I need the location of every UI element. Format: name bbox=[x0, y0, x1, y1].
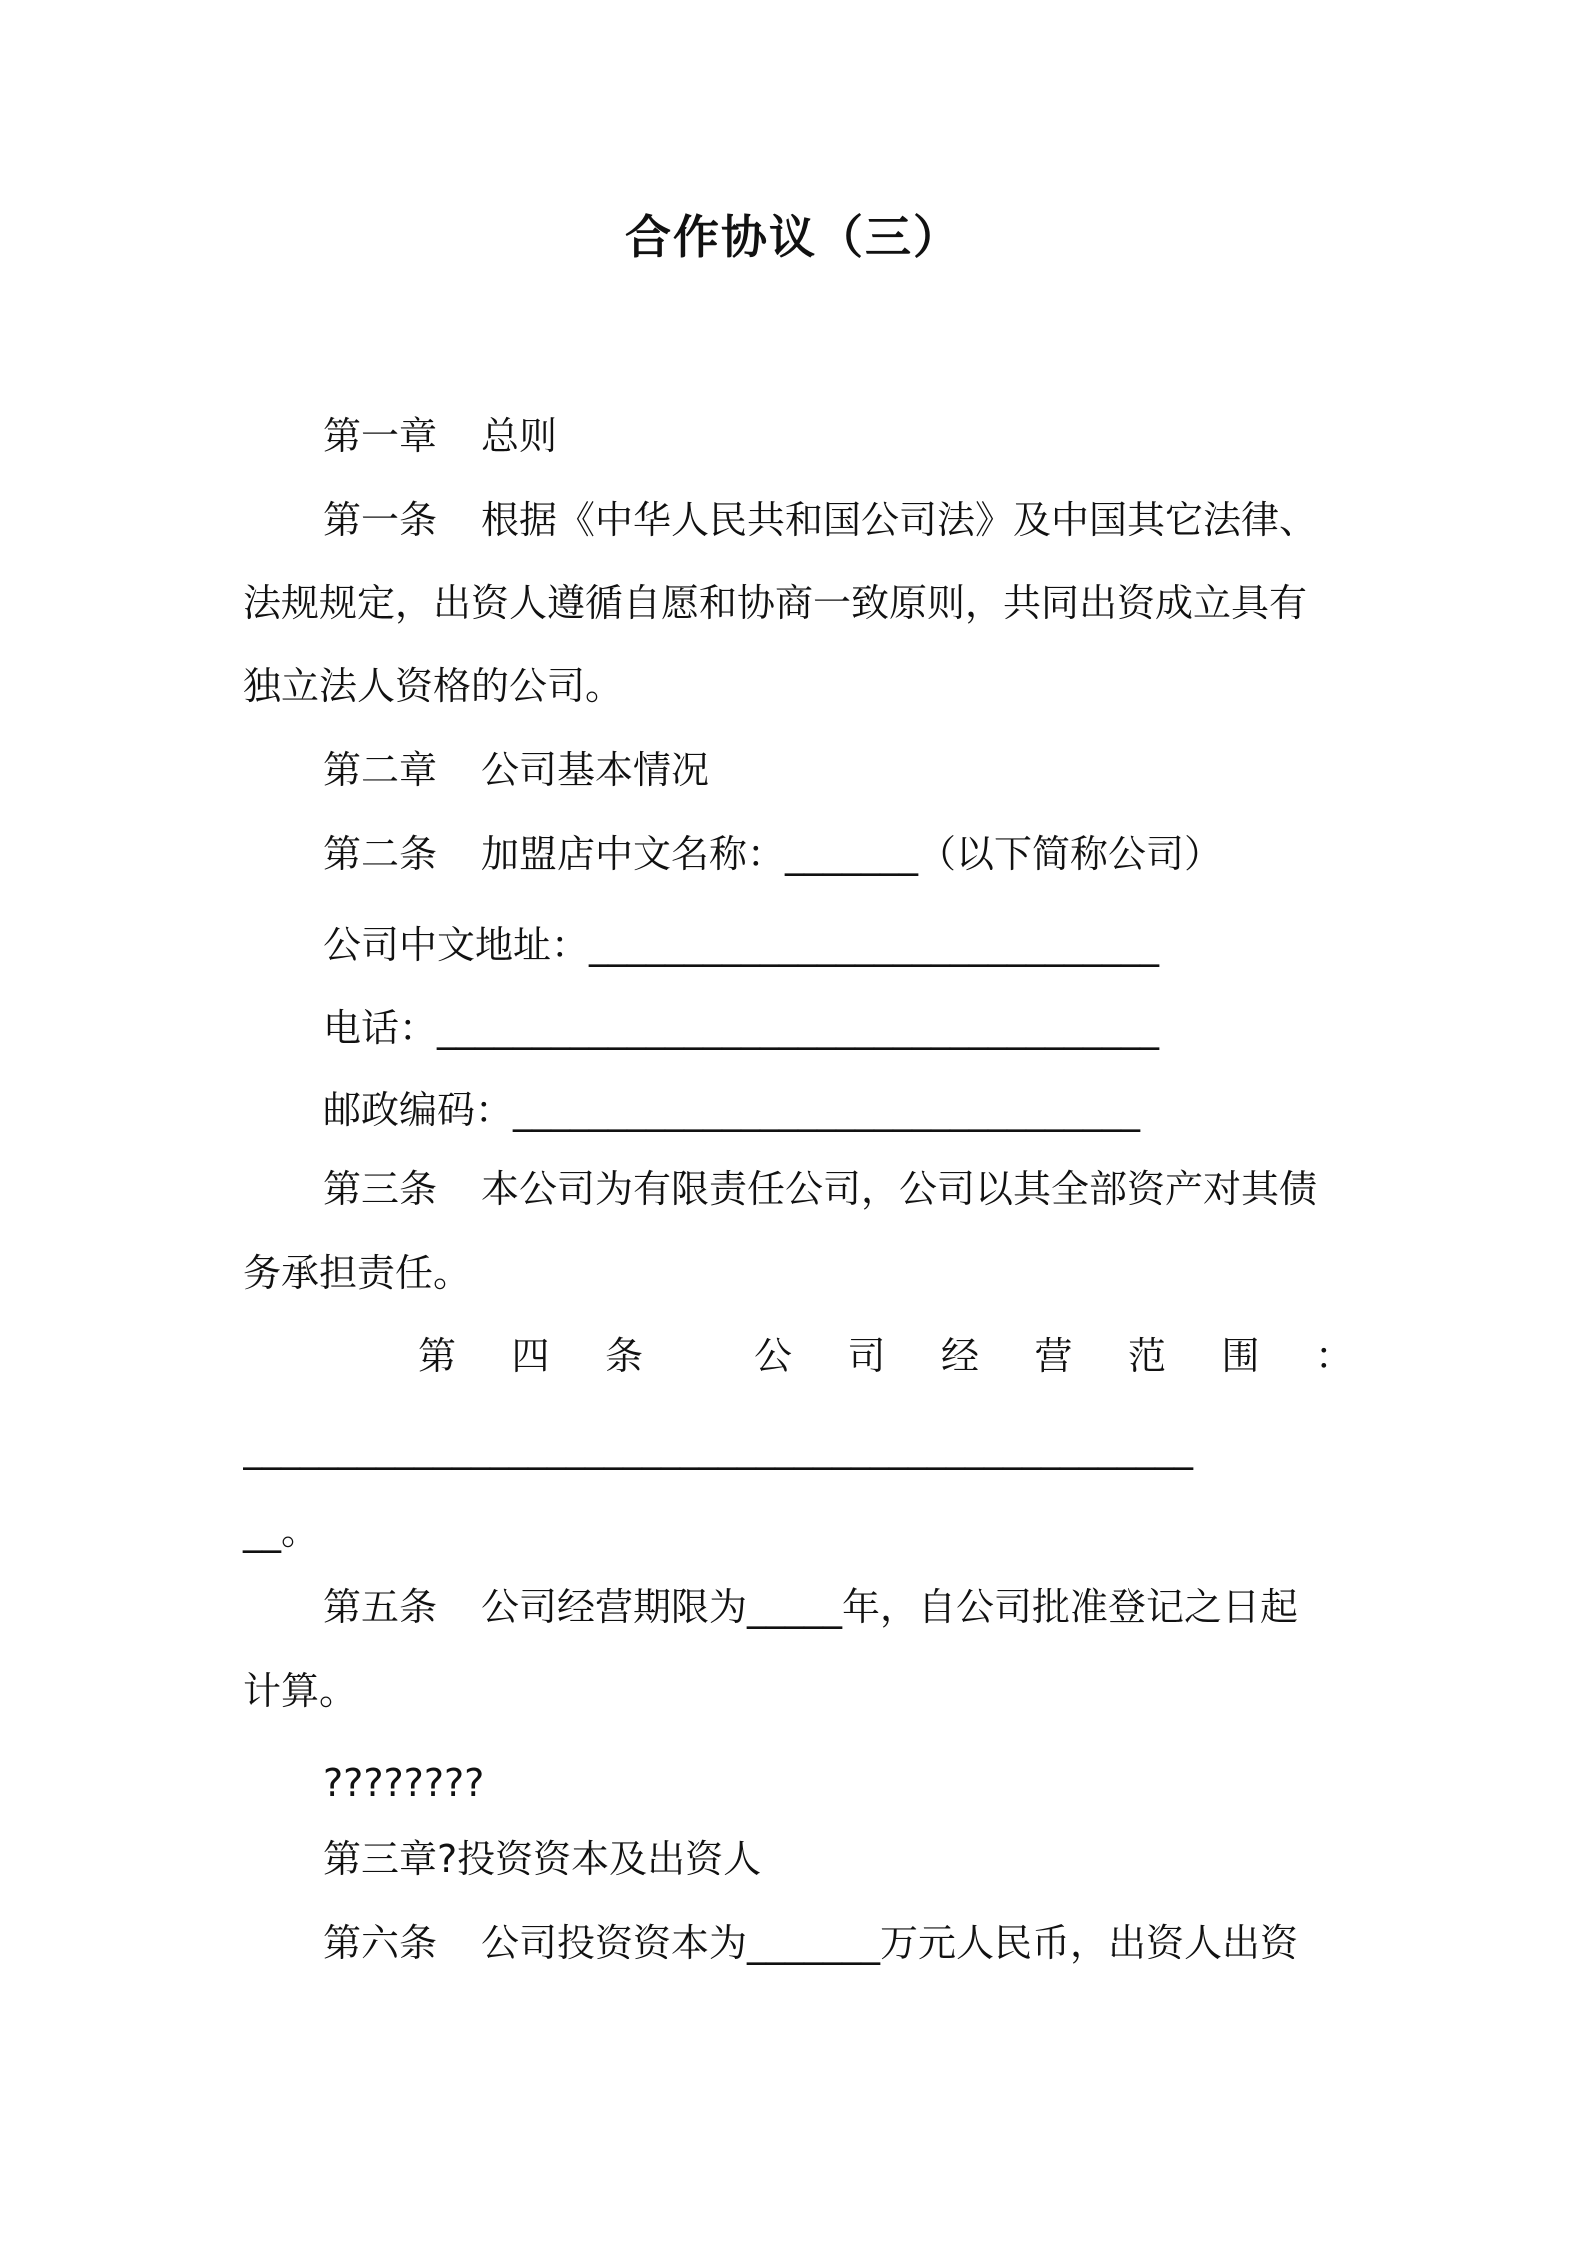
article-1-line-1 bbox=[243, 497, 1433, 543]
chapter-2-heading bbox=[243, 747, 1433, 793]
phone-line: 电话：______________________________________ bbox=[323, 1006, 1160, 1050]
article-4-char: 司 bbox=[847, 1334, 886, 1378]
chapter-2-label: 第二章 bbox=[323, 748, 438, 792]
document-title: 合作协议（三） bbox=[625, 210, 961, 264]
article-1-line-2: 法规规定，出资人遵循自愿和协商一致原则，共同出资成立具有 bbox=[243, 581, 1308, 625]
article-4-heading bbox=[243, 1333, 1353, 1379]
article-5-text-1: 公司经营期限为_____年，自公司批准登记之日起 bbox=[481, 1585, 1299, 1629]
article-1-label: 第一条 bbox=[323, 498, 438, 542]
article-1-line-3: 独立法人资格的公司。 bbox=[243, 664, 624, 708]
company-address-line: 公司中文地址：______________________________ bbox=[323, 923, 1160, 967]
article-4-char: 条 bbox=[605, 1334, 644, 1378]
article-1-text-1: 根据《中华人民共和国公司法》及中国其它法律、 bbox=[481, 498, 1318, 542]
article-3-text-1: 本公司为有限责任公司，公司以其全部资产对其债 bbox=[481, 1167, 1318, 1211]
chapter-1-name: 总则 bbox=[481, 414, 558, 458]
article-4-char: 经 bbox=[940, 1334, 979, 1378]
article-5-line-2: 计算。 bbox=[243, 1669, 358, 1713]
business-scope-blank: __________________________________________________ bbox=[243, 1426, 1193, 1470]
article-3-line-2: 务承担责任。 bbox=[243, 1251, 472, 1295]
article-3-label: 第三条 bbox=[323, 1167, 438, 1211]
article-4-char: 营 bbox=[1034, 1334, 1073, 1378]
article-2-text: 加盟店中文名称：_______（以下简称公司） bbox=[481, 832, 1223, 876]
chapter-1-heading bbox=[243, 413, 1433, 459]
article-2-label: 第二条 bbox=[323, 832, 438, 876]
article-4-char: 范 bbox=[1127, 1334, 1166, 1378]
article-4-char: 第 bbox=[418, 1334, 457, 1378]
article-4-char: ： bbox=[1314, 1334, 1353, 1378]
article-4-char: 围 bbox=[1221, 1334, 1260, 1378]
article-6-label: 第六条 bbox=[323, 1921, 438, 1965]
postcode-line: 邮政编码：_________________________________ bbox=[323, 1088, 1141, 1132]
article-2-line bbox=[243, 831, 1433, 877]
article-5-line-1 bbox=[243, 1584, 1433, 1630]
garbled-text: ???????? bbox=[323, 1761, 485, 1805]
chapter-3-heading: 第三章?投资资本及出资人 bbox=[323, 1837, 762, 1881]
article-6-line-1 bbox=[243, 1920, 1433, 1966]
chapter-1-label: 第一章 bbox=[323, 414, 438, 458]
article-5-label: 第五条 bbox=[323, 1585, 438, 1629]
article-4-char: 公 bbox=[753, 1334, 792, 1378]
business-scope-blank-end: __。 bbox=[243, 1509, 320, 1553]
article-3-line-1 bbox=[243, 1166, 1433, 1212]
chapter-2-name: 公司基本情况 bbox=[481, 748, 710, 792]
article-6-text-1: 公司投资资本为_______万元人民币，出资人出资 bbox=[481, 1921, 1299, 1965]
article-4-char: 四 bbox=[511, 1334, 550, 1378]
